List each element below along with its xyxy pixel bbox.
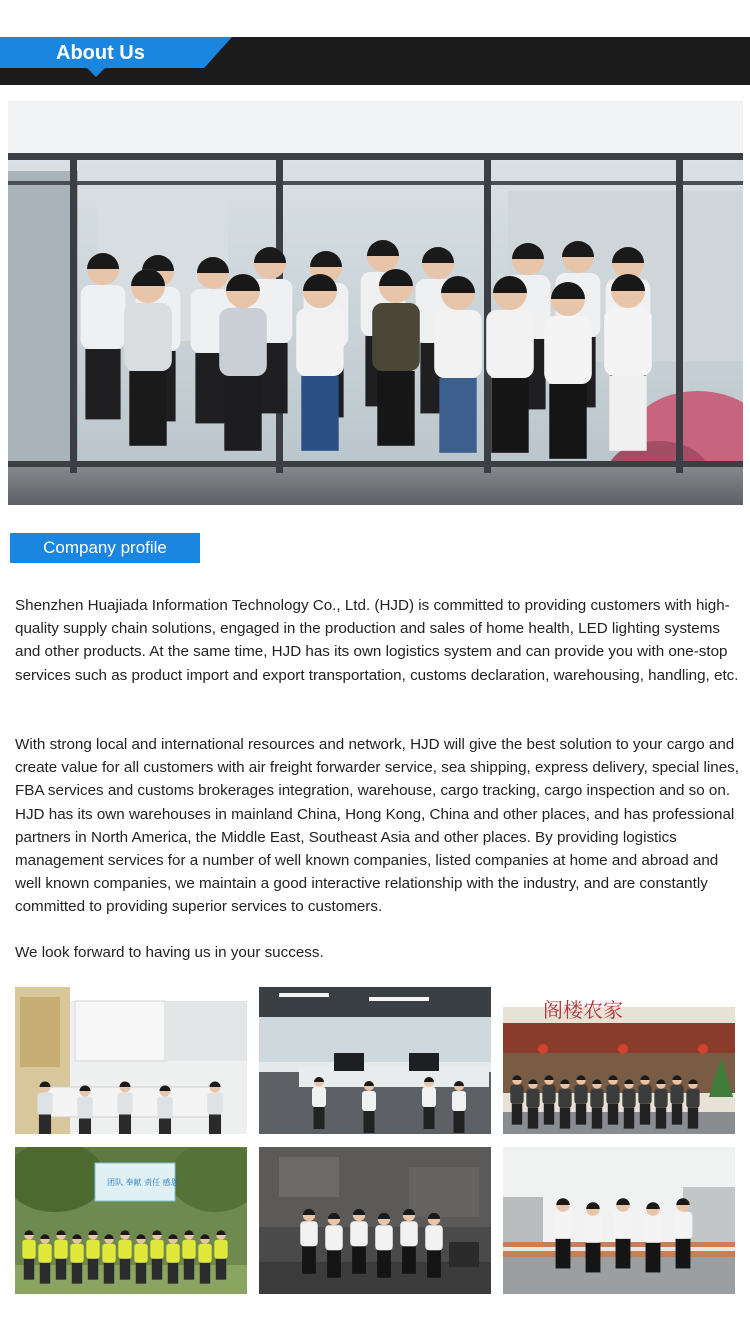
- profile-paragraph-2: With strong local and international resources and network, HJD will give the best solution to your cargo and create value for all customers with air freight forwarder service, sea shipping, express delivery, special lines, FBA services and customs brokerages integration, warehouse, cargo tracking, cargo inspection and so on. HJD has its own warehouses in mainland China, Hong Kong, China and other places, and has professional partners in North America, the Middle East, Southeast Asia and other places. By providing logistics management services for a number of well known companies, listed companies at home and abroad and well known companies, we maintain a good interactive relationship with the industry, and are constantly committed to providing superior services to customers.: [15, 736, 739, 916]
- restaurant-group-photo: [503, 987, 735, 1134]
- team-banner-text: 团队 奉献 责任 感恩: [107, 1178, 179, 1187]
- profile-paragraph-1: Shenzhen Huajiada Information Technology Co., Ltd. (HJD) is committed to providing customers with high-quality supply chain solutions, engaged in the production and sales of home health, LED lighting systems and other products. At the same time, HJD has its own logistics system and can provide you with one-stop services such as product import and export transportation, customs declaration, warehousing, handling, etc.: [15, 597, 739, 684]
- company-profile-badge: Company profile: [10, 533, 200, 563]
- header-tab-notch: [87, 68, 105, 77]
- restaurant-sign-text: 阁楼农家: [543, 998, 623, 1022]
- team-hero-photo: [8, 101, 743, 505]
- profile-paragraph-3: We look forward to having us in your success.: [15, 944, 324, 961]
- outdoor-team-building-photo: [15, 1147, 247, 1294]
- meeting-room-photo: [15, 987, 247, 1134]
- section-title: About Us: [56, 42, 145, 64]
- open-office-photo: [259, 987, 491, 1134]
- lobby-group-photo: [259, 1147, 491, 1294]
- terrace-group-photo: [503, 1147, 735, 1294]
